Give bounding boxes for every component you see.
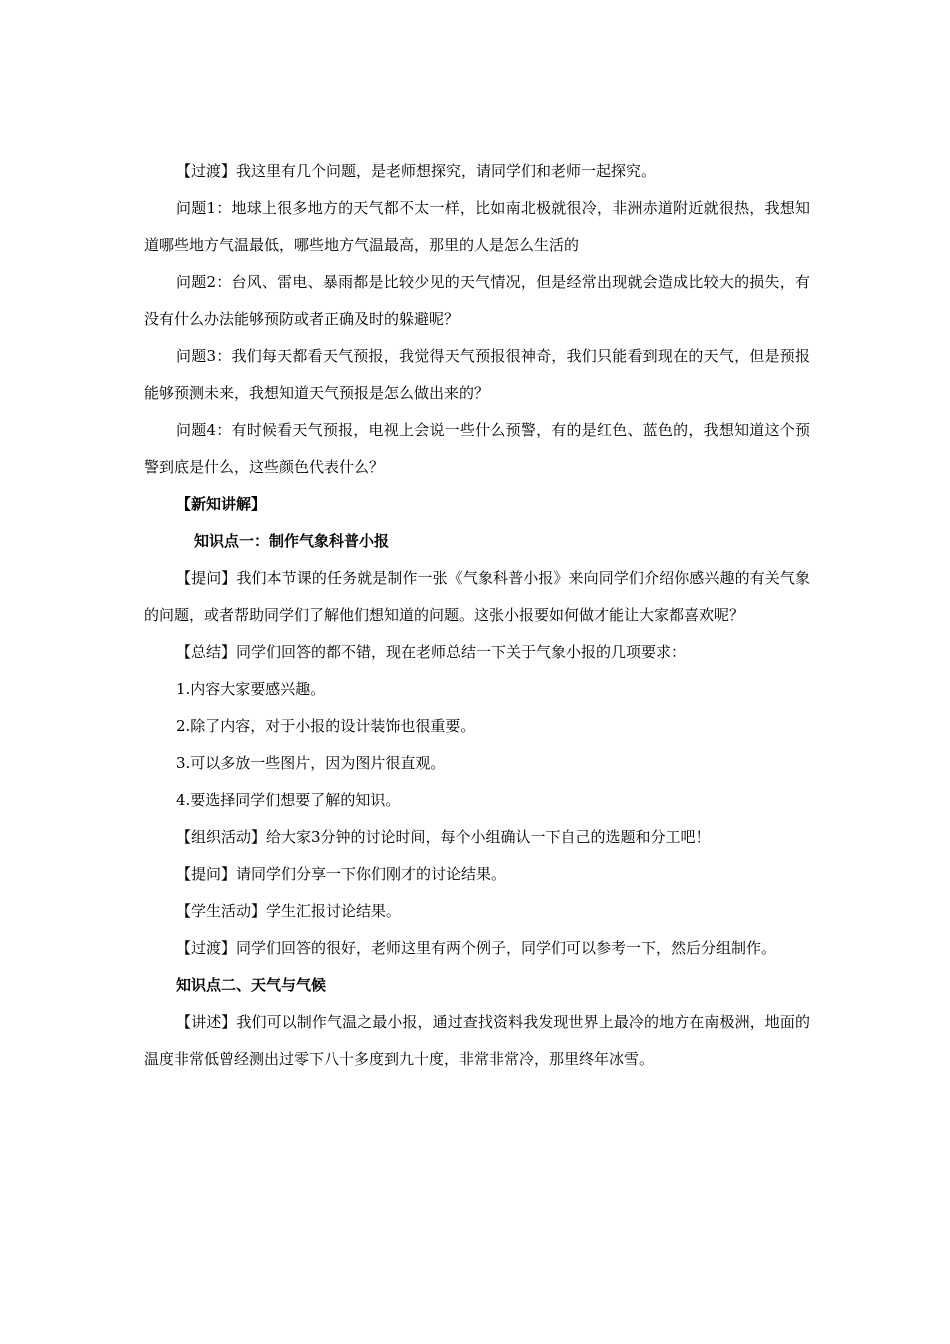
paragraph-narration: 【讲述】我们可以制作气温之最小报，通过查找资料我发现世界上最冷的地方在南极洲，地面的温度非常低曾经测出过零下八十多度到九十度，非常非常冷，那里终年冰雪。 bbox=[144, 1013, 810, 1068]
subheading-knowledge-point-1: 知识点一：制作气象科普小报 bbox=[194, 532, 390, 550]
paragraph-transition-examples: 【过渡】同学们回答的很好，老师这里有两个例子，同学们可以参考一下，然后分组制作。 bbox=[176, 939, 777, 957]
paragraph-student-activity: 【学生活动】学生汇报讨论结果。 bbox=[176, 902, 402, 920]
paragraph-question-2: 问题2：台风、雷电、暴雨都是比较少见的天气情况，但是经常出现就会造成比较大的损失，有没有什么办法能够预防或者正确及时的躲避呢？ bbox=[144, 273, 810, 328]
paragraph-summary: 【总结】同学们回答的都不错，现在老师总结一下关于气象小报的几项要求： bbox=[176, 643, 687, 661]
list-item-requirement-1: 1.内容大家要感兴趣。 bbox=[176, 680, 326, 698]
list-item-requirement-2: 2.除了内容，对于小报的设计装饰也很重要。 bbox=[176, 717, 476, 735]
paragraph-question-3: 问题3：我们每天都看天气预报，我觉得天气预报很神奇，我们只能看到现在的天气，但是预报能够预测未来，我想知道天气预报是怎么做出来的？ bbox=[144, 347, 810, 402]
paragraph-question-1: 问题1：地球上很多地方的天气都不太一样，比如南北极就很冷，非洲赤道附近就很热，我想知道哪些地方气温最低，哪些地方气温最高，那里的人是怎么生活的 bbox=[144, 199, 810, 254]
paragraph-question-4: 问题4：有时候看天气预报，电视上会说一些什么预警，有的是红色、蓝色的，我想知道这个预警到底是什么，这些颜色代表什么？ bbox=[144, 421, 810, 476]
paragraph-share-question: 【提问】请同学们分享一下你们刚才的讨论结果。 bbox=[176, 865, 507, 883]
section-heading-new-knowledge: 【新知讲解】 bbox=[176, 495, 267, 513]
paragraph-question-prompt: 【提问】我们本节课的任务就是制作一张《气象科普小报》来向同学们介绍你感兴趣的有关气象的问题，或者帮助同学们了解他们想知道的问题。这张小报要如何做才能让大家都喜欢呢？ bbox=[144, 569, 810, 624]
paragraph-organize-activity: 【组织活动】给大家3分钟的讨论时间，每个小组确认一下自己的选题和分工吧！ bbox=[176, 828, 711, 846]
list-item-requirement-3: 3.可以多放一些图片，因为图片很直观。 bbox=[176, 754, 446, 772]
subheading-knowledge-point-2: 知识点二、天气与气候 bbox=[176, 976, 327, 994]
list-item-requirement-4: 4.要选择同学们想要了解的知识。 bbox=[176, 791, 401, 809]
paragraph-transition-questions: 【过渡】我这里有几个问题，是老师想探究，请同学们和老师一起探究。 bbox=[176, 162, 657, 180]
document-body bbox=[144, 153, 810, 1078]
